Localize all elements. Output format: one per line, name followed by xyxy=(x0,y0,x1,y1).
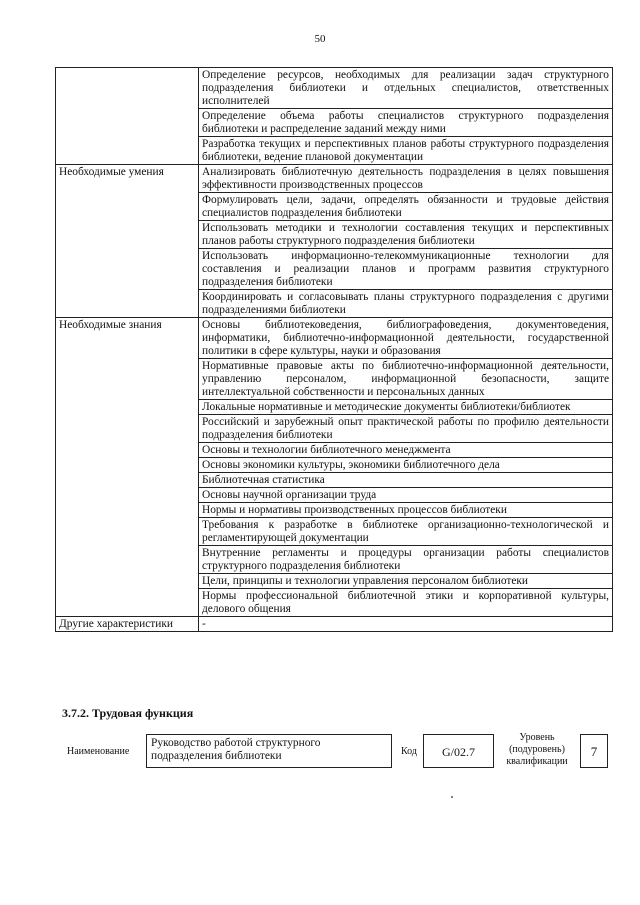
row-text: Разработка текущих и перспективных планов работы структурного подразделения библиотеки, ведение плановой документации xyxy=(199,137,613,165)
row-text: Основы библиотековедения, библиографоведения, документоведения, информатики, библиотечно-информационной деятельности, государственной политики в сфере культуры, науки и образования xyxy=(199,318,613,359)
section-title: 3.7.2. Трудовая функция xyxy=(62,706,194,720)
row-text: Нормы профессиональной библиотечной этики и корпоративной культуры, делового общения xyxy=(199,589,613,617)
row-label-other: Другие характеристики xyxy=(56,617,199,632)
table-row xyxy=(56,617,613,632)
scan-speck xyxy=(451,796,453,798)
row-text: Нормы и нормативы производственных процессов библиотеки xyxy=(199,503,613,518)
row-text: Основы экономики культуры, экономики библиотечного дела xyxy=(199,458,613,473)
row-text: Анализировать библиотечную деятельность подразделения в целях повышения эффективности производственных процессов xyxy=(199,165,613,193)
row-text: Требования к разработке в библиотеке организационно-технологической и регламентирующей документации xyxy=(199,518,613,546)
competency-table xyxy=(55,67,613,632)
row-text: Основы научной организации труда xyxy=(199,488,613,503)
level-label-line: Уровень xyxy=(519,732,555,743)
row-text: Использовать информационно-телекоммуникационные технологии для составления и реализации планов и программ развития структурного подразделения библиотеки xyxy=(199,249,613,290)
row-text: Определение объема работы специалистов структурного подразделения библиотеки и распределение заданий между ними xyxy=(199,109,613,137)
code-label: Код xyxy=(401,746,417,757)
row-text: Цели, принципы и технологии управления персоналом библиотеки xyxy=(199,574,613,589)
row-text: Нормативные правовые акты по библиотечно-информационной деятельности, управлению персоналом, информационной безопасности, защите интеллектуальной собственности и персональных данных xyxy=(199,359,613,400)
page-number: 50 xyxy=(314,33,326,45)
level-value: 7 xyxy=(580,734,608,768)
labor-function-row xyxy=(0,732,640,778)
row-text: Локальные нормативные и методические документы библиотеки/библиотек xyxy=(199,400,613,415)
table-row xyxy=(56,318,613,359)
row-text: - xyxy=(199,617,613,632)
row-label-knowledge: Необходимые знания xyxy=(56,318,199,617)
row-text: Основы и технологии библиотечного менеджмента xyxy=(199,443,613,458)
level-label-line: (подуровень) xyxy=(509,744,565,755)
name-label: Наименование xyxy=(67,746,130,757)
row-text: Российский и зарубежный опыт практической работы по профилю деятельности подразделения библиотеки xyxy=(199,415,613,443)
row-text: Использовать методики и технологии составления текущих и перспективных планов работы структурного подразделения библиотеки xyxy=(199,221,613,249)
table-row xyxy=(56,68,613,109)
row-label xyxy=(56,68,199,165)
row-text: Определение ресурсов, необходимых для реализации задач структурного подразделения библиотеки и отдельных специалистов, ответственных исполнителей xyxy=(199,68,613,109)
row-text: Библиотечная статистика xyxy=(199,473,613,488)
level-label-line: квалификации xyxy=(506,756,568,767)
row-label-skills: Необходимые умения xyxy=(56,165,199,318)
name-value: Руководство работой структурного подразделения библиотеки xyxy=(146,734,392,768)
table-row xyxy=(56,165,613,193)
code-value: G/02.7 xyxy=(423,734,494,768)
row-text: Внутренние регламенты и процедуры организации работы специалистов структурного подразделения библиотеки xyxy=(199,546,613,574)
level-label xyxy=(500,732,574,768)
row-text: Координировать и согласовывать планы структурного подразделения с другими подразделениями библиотеки xyxy=(199,290,613,318)
row-text: Формулировать цели, задачи, определять обязанности и трудовые действия специалистов подразделения библиотеки xyxy=(199,193,613,221)
